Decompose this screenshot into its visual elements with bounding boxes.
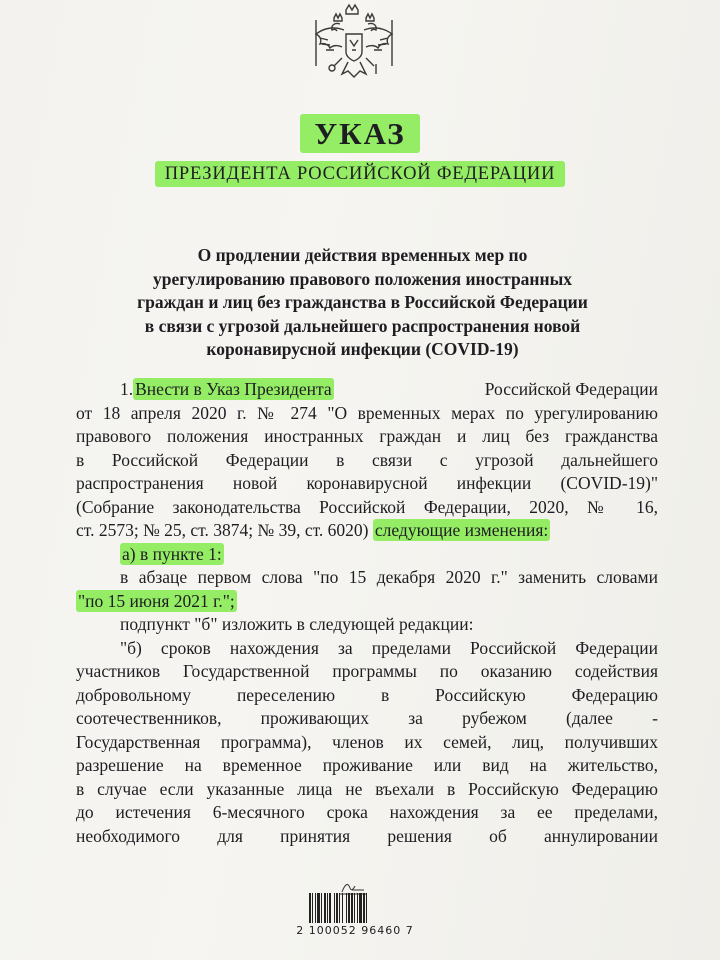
barcode-bar [342, 893, 343, 923]
decree-subtitle: ПРЕЗИДЕНТА РОССИЙСКОЙ ФЕДЕРАЦИИ [0, 164, 720, 185]
barcode-bar [329, 893, 331, 923]
paragraph-line: ст. 2573; № 25, ст. 3874; № 39, ст. 6020) следующие изменения: [76, 520, 549, 540]
paragraph-line: в случае если указанные лица не въехали в Российскую Федерацию [76, 778, 658, 799]
heading-line: граждан и лиц без гражданства в Российской Федерации [137, 292, 588, 312]
barcode-bar [348, 893, 350, 923]
document-heading [100, 244, 625, 362]
barcode-bar [334, 893, 335, 923]
paragraph-line: подпункт "б" изложить в следующей редакции: [120, 614, 474, 634]
barcode-bar [327, 893, 328, 923]
paragraph-line: в абзаце первом слова "по 15 декабря 2020 г." заменить словами [120, 567, 658, 587]
heading-line: урегулированию правового положения иностранных [152, 268, 573, 289]
subpoint-a: а) в пункте 1: [122, 543, 222, 564]
paragraph-line: соотечественников, проживающих за рубежом (далее - [76, 708, 658, 728]
paragraph-line: в Российской Федерации в связи с угрозой дальнейшего [76, 449, 658, 470]
barcode-bar [321, 893, 322, 923]
paragraph-line: правового положения иностранных граждан и лиц без гражданства [76, 426, 658, 446]
barcode-bar [354, 893, 355, 923]
barcode-number: 2 100052 96460 7 [296, 924, 414, 937]
heading-line: коронавирусной инфекции (COVID-19) [206, 339, 519, 359]
paragraph-line: разрешение на временное проживание или вид на жительство, [76, 755, 658, 775]
paragraph-line: от 18 апреля 2020 г. № 274 "О временных мерах по урегулированию [76, 402, 658, 423]
paragraph-line: до истечения 6-месячного срока нахождения за ее пределами, [76, 802, 658, 822]
heading-line: О продлении действия временных мер по [197, 245, 528, 265]
paragraph-line: участников Государственной программы по оказанию содействия [76, 661, 658, 681]
barcode-bar [317, 893, 320, 923]
barcode-bar [351, 893, 353, 923]
paragraph-line: добровольному переселению в Российскую Федерацию [76, 684, 658, 705]
barcode-bar [363, 893, 365, 923]
coat-of-arms-icon [306, 2, 402, 92]
heading-line: в связи с угрозой дальнейшего распространения новой [144, 315, 581, 336]
decree-title: УКАЗ [0, 116, 720, 152]
barcode-bar [366, 893, 367, 923]
barcode-bar [309, 893, 311, 923]
paragraph-line: "по 15 июня 2021 г."; [78, 590, 235, 611]
paragraph-line: распространения новой коронавирусной инфекции (COVID-19)" [76, 473, 658, 493]
barcode-bar [359, 893, 362, 923]
barcode-bar [339, 893, 340, 923]
paragraph-line: (Собрание законодательства Российской Федерации, 2020, № 16, [76, 496, 658, 517]
barcode-bar [324, 893, 326, 923]
barcode-bar [312, 893, 313, 923]
paragraph-line: "б) сроков нахождения за пределами Российской Федерации [120, 637, 658, 658]
barcode-bar [315, 893, 316, 923]
paragraph-1-line: 1. Внести в Указ Президента Российской Федерации [120, 379, 658, 399]
barcode-bar [357, 893, 358, 923]
decree-body [76, 378, 658, 848]
paragraph-line: необходимого для принятия решения об аннулировании [76, 825, 658, 846]
barcode-bar [336, 893, 338, 923]
barcode-bar [346, 893, 347, 923]
barcode-icon [307, 893, 397, 925]
paragraph-line: Государственная программа), членов их семей, лиц, получивших [76, 731, 658, 752]
